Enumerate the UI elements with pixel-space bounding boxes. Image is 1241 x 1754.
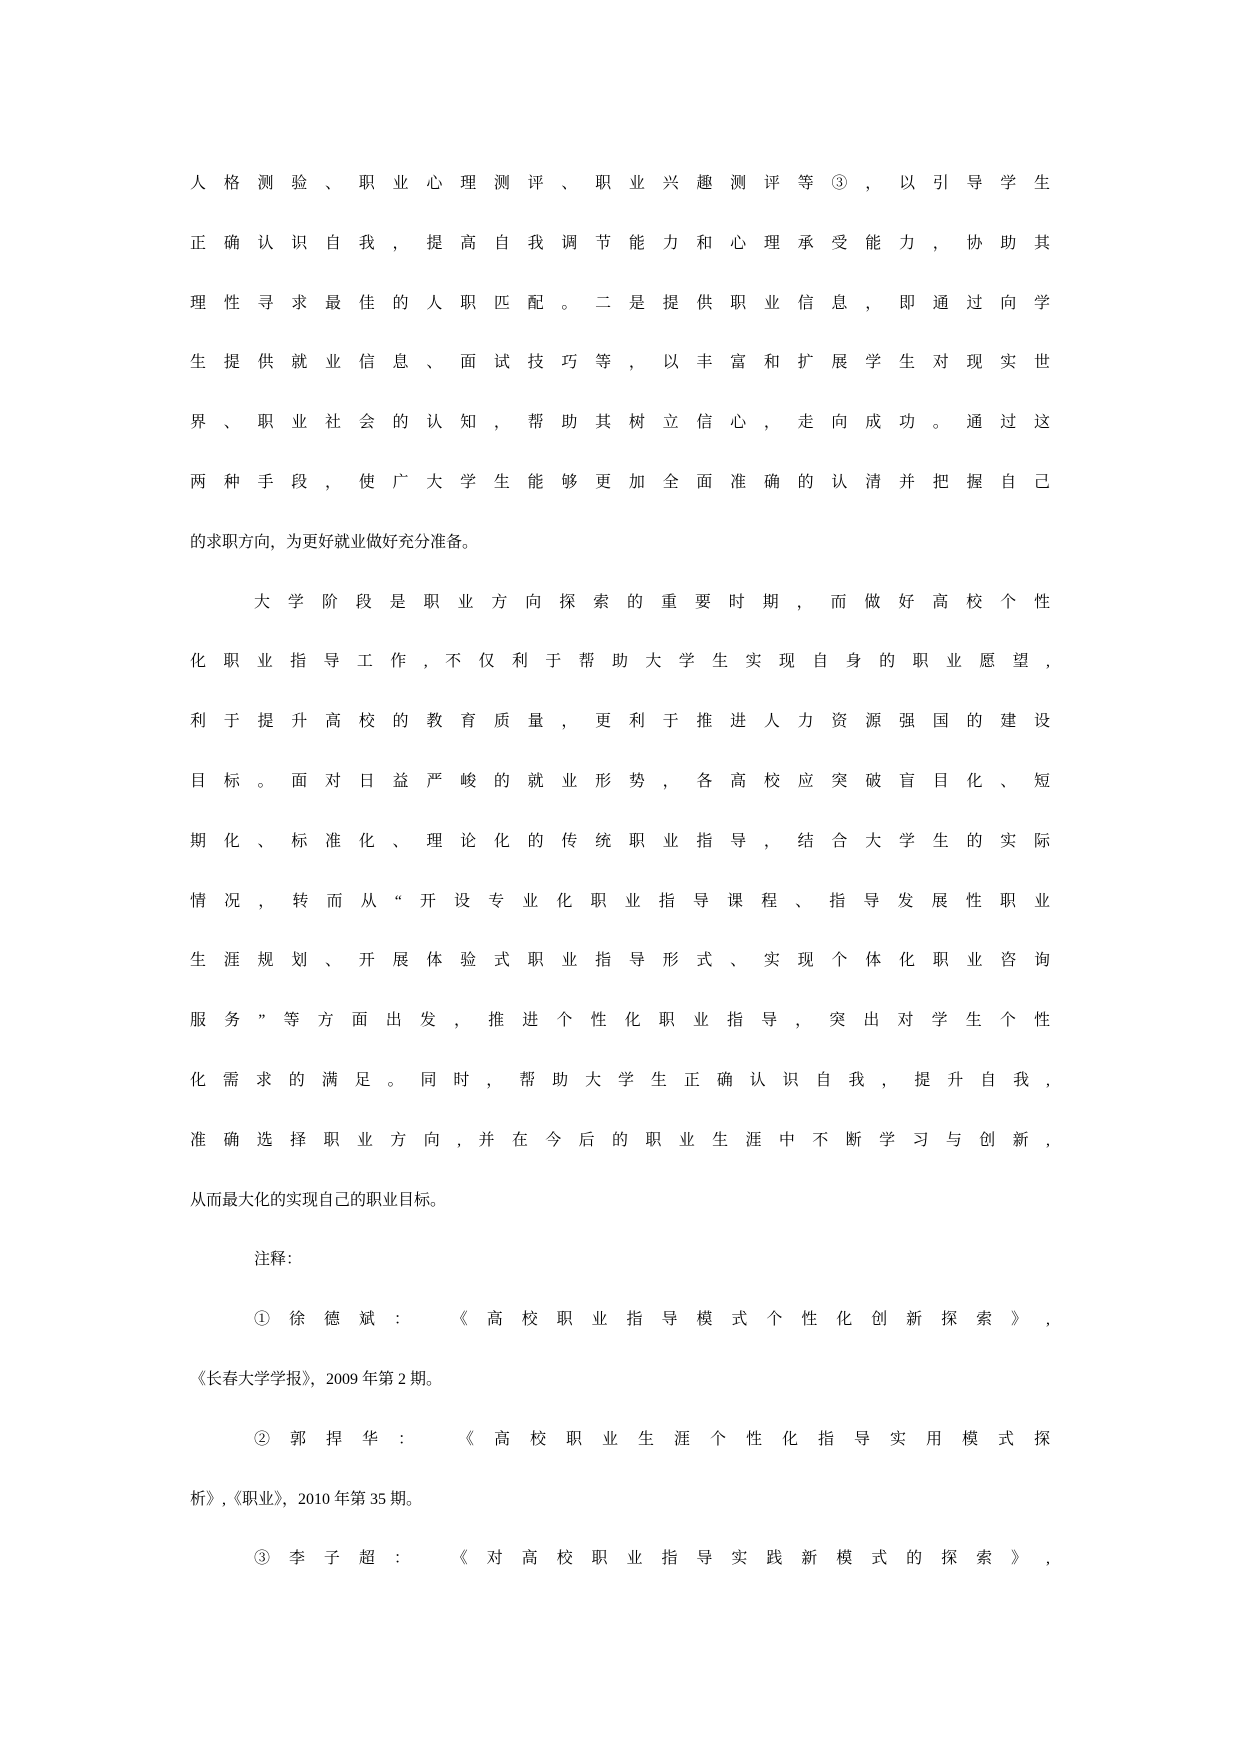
paragraph-line: 服务”等方面出发，推进个性化职业指导，突出对学生个性 bbox=[190, 1012, 1050, 1030]
footnote-line: ③李子超： 《对高校职业指导实践新模式的探索》, bbox=[254, 1550, 1050, 1568]
paragraph-line: 大学阶段是职业方向探索的重要时期，而做好高校个性 bbox=[254, 593, 1050, 611]
notes-heading: 注释： bbox=[254, 1251, 303, 1269]
paragraph-line: 化需求的满足。同时，帮助大学生正确认识自我，提升自我, bbox=[190, 1071, 1050, 1089]
paragraph-line: 两种手段，使广大学生能够更加全面准确的认清并把握自己 bbox=[190, 473, 1050, 491]
paragraph-line: 正确认识自我，提高自我调节能力和心理承受能力，协助其 bbox=[190, 234, 1050, 252]
paragraph-line: 准确选择职业方向,并在今后的职业生涯中不断学习与创新, bbox=[190, 1131, 1050, 1149]
paragraph-line: 生涯规划、开展体验式职业指导形式、实现个体化职业咨询 bbox=[190, 952, 1050, 970]
paragraph-line: 化职业指导工作,不仅利于帮助大学生实现自身的职业愿望, bbox=[190, 653, 1050, 671]
paragraph-line: 情况，转而从“开设专业化职业指导课程、指导发展性职业 bbox=[190, 892, 1050, 910]
footnote-line: 《长春大学学报》，2009 年第 2 期。 bbox=[190, 1370, 443, 1388]
paragraph-line: 界、职业社会的认知，帮助其树立信心，走向成功。通过这 bbox=[190, 414, 1050, 432]
paragraph-line: 期化、标准化、理论化的传统职业指导，结合大学生的实际 bbox=[190, 832, 1050, 850]
paragraph-line: 目标。面对日益严峻的就业形势，各高校应突破盲目化、短 bbox=[190, 772, 1050, 790]
paragraph-line: 人格测验、职业心理测评、职业兴趣测评等③，以引导学生 bbox=[190, 175, 1050, 192]
paragraph-line: 生提供就业信息、面试技巧等，以丰富和扩展学生对现实世 bbox=[190, 354, 1050, 372]
paragraph-line: 理性寻求最佳的人职匹配。二是提供职业信息，即通过向学 bbox=[190, 294, 1050, 312]
footnote-line: ②郭捍华： 《高校职业生涯个性化指导实用模式探 bbox=[254, 1430, 1050, 1448]
paragraph-line: 从而最大化的实现自己的职业目标。 bbox=[190, 1191, 447, 1209]
paragraph-line: 利于提升高校的教育质量，更利于推进人力资源强国的建设 bbox=[190, 713, 1050, 731]
footnote-line: 析》,《职业》，2010 年第 35 期。 bbox=[190, 1490, 423, 1508]
paragraph-line: 的求职方向，为更好就业做好充分准备。 bbox=[190, 533, 479, 551]
document-page bbox=[190, 154, 1050, 1589]
footnote-line: ①徐德斌： 《高校职业指导模式个性化创新探索》, bbox=[254, 1311, 1050, 1329]
